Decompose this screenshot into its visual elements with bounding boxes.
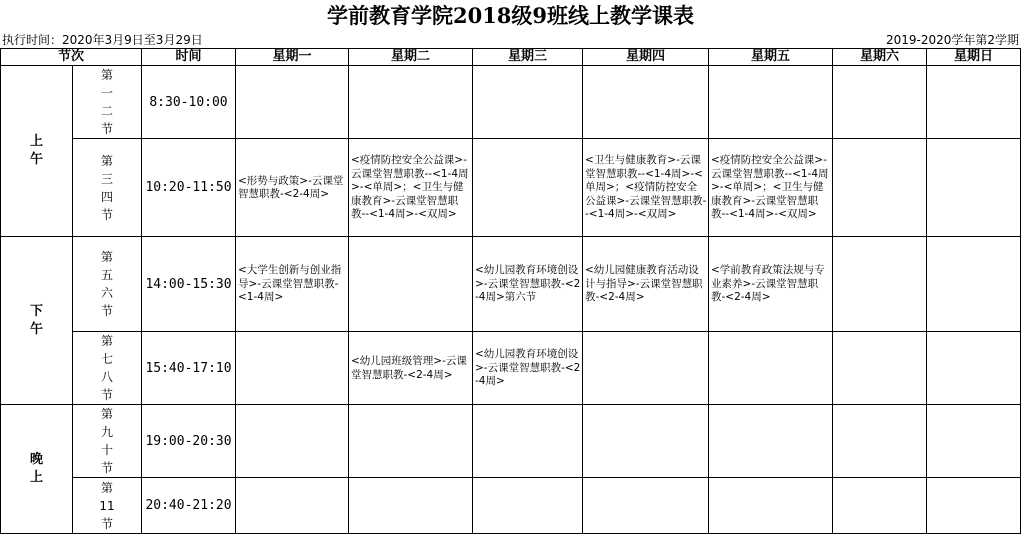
course-cell [927, 332, 1021, 405]
slot-time: 15:40-17:10 [142, 332, 236, 405]
header-section: 节次 [1, 49, 142, 66]
header-time: 时间 [142, 49, 236, 66]
slot-label: 第 五 六 节 [73, 237, 142, 332]
course-cell [833, 478, 927, 534]
course-cell [349, 237, 473, 332]
page-title: 学前教育学院2018级9班线上教学课表 [326, 3, 695, 28]
course-text [583, 102, 708, 103]
course-text [709, 505, 832, 506]
slot-label: 第 七 八 节 [73, 332, 142, 405]
course-text [473, 505, 582, 506]
course-cell [583, 332, 709, 405]
course-text: <学前教育政策法规与专业素养>-云课堂智慧职教-<2-4周> [711, 264, 825, 304]
course-cell [236, 332, 349, 405]
course-cell [236, 478, 349, 534]
semester-label: 2019-2020学年第2学期 [885, 33, 1019, 47]
course-text: <疫情防控安全公益课>-云课堂智慧职教--<1-4周>-<单周>；<卫生与健康教育>-云课堂智慧职教--<1-4周>-<双周> [351, 154, 469, 221]
course-text [473, 441, 582, 442]
slot-label: 第 一 二 节 [73, 66, 142, 139]
course-text: <卫生与健康教育>-云课堂智慧职教--<1-4周>-<单周>；<疫情防控安全公益课>-云课堂智慧职教--<1-4周>-<双周> [585, 154, 707, 221]
course-cell [927, 478, 1021, 534]
slot-time: 14:00-15:30 [142, 237, 236, 332]
course-text [833, 441, 926, 442]
table-row [1, 478, 1021, 534]
header-row [1, 49, 1021, 66]
course-cell [583, 237, 709, 332]
course-text [927, 102, 1020, 103]
course-text: <幼儿园健康教育活动设计与指导>-云课堂智慧职教-<2-4周> [585, 264, 703, 304]
course-cell [927, 139, 1021, 237]
course-cell [583, 405, 709, 478]
course-text [236, 368, 348, 369]
course-cell [833, 66, 927, 139]
course-text [833, 368, 926, 369]
course-text [833, 284, 926, 285]
course-cell [349, 66, 473, 139]
period-morning: 上 午 [1, 66, 73, 237]
slot-time: 20:40-21:20 [142, 478, 236, 534]
header-day: 星期五 [709, 49, 833, 66]
course-cell [349, 139, 473, 237]
course-cell [583, 139, 709, 237]
period-evening: 晚 上 [1, 405, 73, 534]
course-cell [833, 332, 927, 405]
course-cell [709, 139, 833, 237]
course-cell [473, 405, 583, 478]
course-cell [583, 478, 709, 534]
course-text [833, 505, 926, 506]
course-cell [927, 405, 1021, 478]
course-text: <大学生创新与创业指导>-云课堂智慧职教-<1-4周> [238, 264, 342, 304]
course-cell [709, 237, 833, 332]
course-text [236, 441, 348, 442]
slot-label: 第 九 十 节 [73, 405, 142, 478]
slot-time: 10:20-11:50 [142, 139, 236, 237]
course-text [927, 505, 1020, 506]
course-text [927, 441, 1020, 442]
slot-label: 第 三 四 节 [73, 139, 142, 237]
course-cell [833, 237, 927, 332]
table-row [1, 66, 1021, 139]
execution-period: 执行时间：2020年3月9日至3月29日 [2, 33, 203, 47]
header-day: 星期三 [473, 49, 583, 66]
course-cell [473, 237, 583, 332]
table-row [1, 237, 1021, 332]
course-text [927, 284, 1020, 285]
course-text: <幼儿园教育环境创设>-云课堂智慧职教-<2-4周>第六节 [475, 264, 581, 304]
course-cell [709, 405, 833, 478]
course-cell [473, 66, 583, 139]
course-cell [236, 237, 349, 332]
slot-time: 19:00-20:30 [142, 405, 236, 478]
course-text [236, 102, 348, 103]
course-text [709, 441, 832, 442]
course-cell [583, 66, 709, 139]
course-cell [833, 139, 927, 237]
timetable [0, 48, 1021, 534]
course-text [349, 102, 472, 103]
course-text [927, 187, 1020, 188]
course-cell [473, 478, 583, 534]
course-text [583, 441, 708, 442]
slot-time: 8:30-10:00 [142, 66, 236, 139]
course-text [473, 102, 582, 103]
table-row [1, 332, 1021, 405]
course-text [833, 102, 926, 103]
header-day: 星期一 [236, 49, 349, 66]
course-cell [349, 478, 473, 534]
course-text [709, 102, 832, 103]
course-text [349, 284, 472, 285]
slot-label: 第 11 节 [73, 478, 142, 534]
course-text [349, 505, 472, 506]
header-day: 星期四 [583, 49, 709, 66]
course-text [709, 368, 832, 369]
table-row [1, 405, 1021, 478]
course-cell [833, 405, 927, 478]
header-day: 星期六 [833, 49, 927, 66]
course-text [833, 187, 926, 188]
course-text: <幼儿园教育环境创设>-云课堂智慧职教-<2-4周> [475, 348, 581, 388]
course-text: <疫情防控安全公益课>-云课堂智慧职教--<1-4周>-<单周>；<卫生与健康教育>-云课堂智慧职教--<1-4周>-<双周> [711, 154, 829, 221]
course-text [236, 505, 348, 506]
course-cell [927, 237, 1021, 332]
course-text: <幼儿园班级管理>-云课堂智慧职教-<2-4周> [351, 355, 467, 381]
header-day: 星期二 [349, 49, 473, 66]
course-text: <形势与政策>-云课堂智慧职教-<2-4周> [238, 174, 344, 200]
course-cell [236, 66, 349, 139]
course-text [349, 441, 472, 442]
header-day: 星期日 [927, 49, 1021, 66]
course-cell [349, 332, 473, 405]
table-row [1, 139, 1021, 237]
period-afternoon: 下 午 [1, 237, 73, 405]
course-text [927, 368, 1020, 369]
course-cell [236, 139, 349, 237]
course-cell [236, 405, 349, 478]
course-text [583, 368, 708, 369]
course-cell [349, 405, 473, 478]
course-cell [709, 332, 833, 405]
course-cell [709, 66, 833, 139]
course-cell [709, 478, 833, 534]
course-cell [927, 66, 1021, 139]
course-text [583, 505, 708, 506]
course-text [473, 187, 582, 188]
course-cell [473, 332, 583, 405]
course-cell [473, 139, 583, 237]
